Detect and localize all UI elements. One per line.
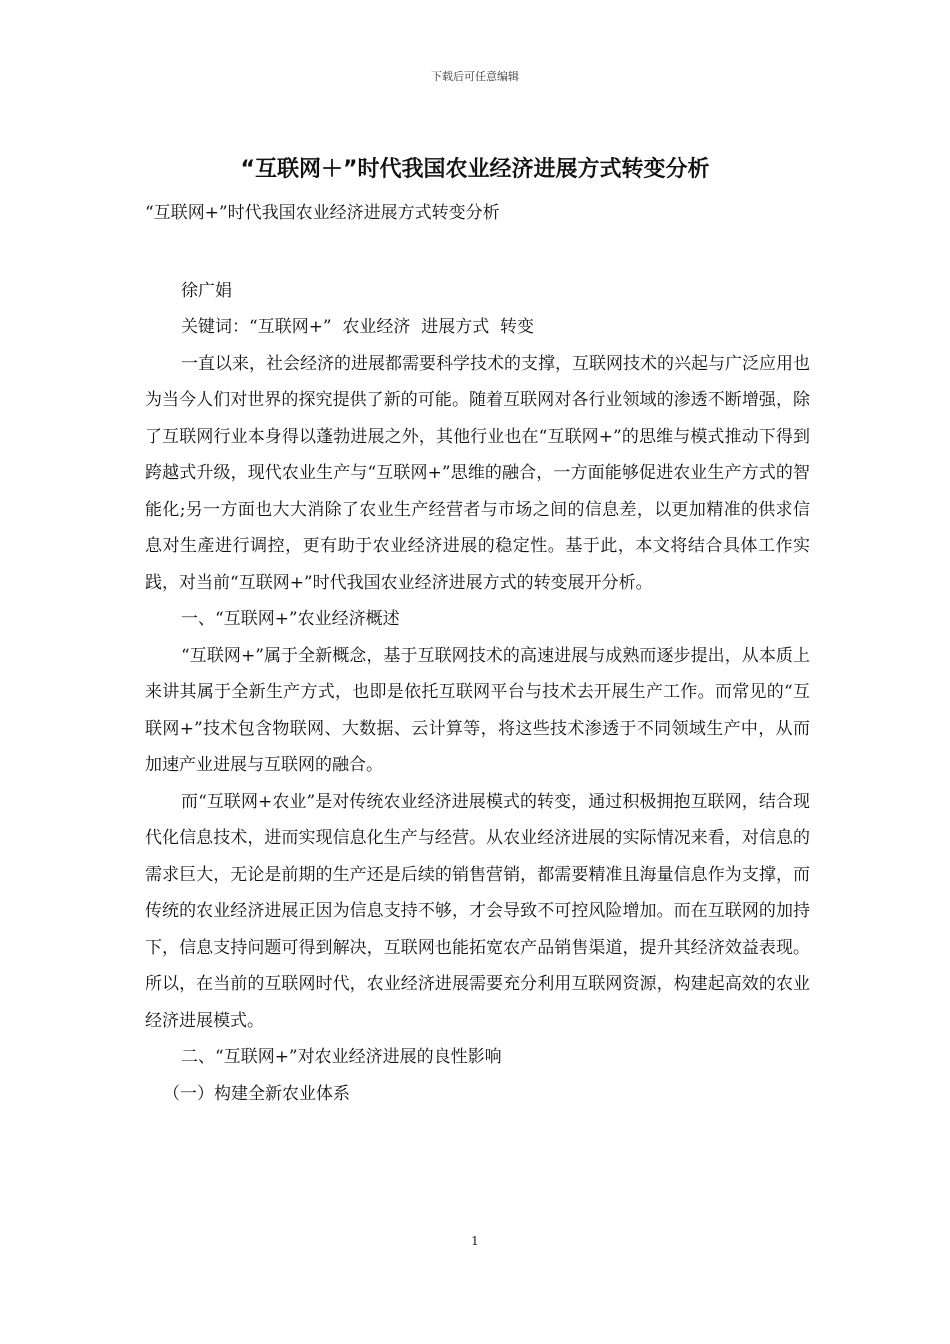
header-note: 下载后可任意编辑 — [431, 70, 519, 83]
document-body — [145, 195, 810, 1112]
document-title: “互联网＋”时代我国农业经济进展方式转变分析 — [240, 157, 710, 182]
document-subtitle: “互联网+”时代我国农业经济进展方式转变分析 — [145, 203, 500, 223]
section-1-paragraph-1: “互联网+”属于全新概念，基于互联网技术的高速进展与成熟而逐步提出，从本质上来讲其属于全新生产方式，也即是依托互联网平台与技术去开展生产工作。而常见的“互联网+”技术包含物联网、大数据、云计算等，将这些技术渗透于不同领域生产中，从而加速产业进展与互联网的融合。 — [145, 645, 810, 775]
section-1-heading: 一、“互联网+”农业经济概述 — [181, 609, 400, 629]
page-number: 1 — [471, 1234, 479, 1248]
blank-line — [145, 232, 810, 273]
section-1-paragraph-2: 而“互联网+农业”是对传统农业经济进展模式的转变，通过积极拥抱互联网，结合现代化信息技术，进而实现信息化生产与经营。从农业经济进展的实际情况来看，对信息的需求巨大，无论是前期的生产还是后续的销售营销，都需要精准且海量信息作为支撑，而传统的农业经济进展正因为信息支持不够，才会导致不可控风险增加。而在互联网的加持下，信息支持问题可得到解决，互联网也能拓宽农产品销售渠道，提升其经济效益表现。所以，在当前的互联网时代，农业经济进展需要充分利用互联网资源，构建起高效的农业经济进展模式。 — [145, 791, 810, 1031]
subsection-1-heading: （一）构建全新农业体系 — [163, 1083, 350, 1104]
keywords-line: 关键词：“互联网+” 农业经济 进展方式 转变 — [181, 317, 535, 337]
intro-paragraph: 一直以来，社会经济的进展都需要科学技术的支撑，互联网技术的兴起与广泛应用也为当今人们对世界的探究提供了新的可能。随着互联网对各行业领域的渗透不断增强，除了互联网行业本身得以蓬勃进展之外，其他行业也在“互联网+”的思维与模式推动下得到跨越式升级，现代农业生产与“互联网+”思维的融合，一方面能够促进农业生产方式的智能化;另一方面也大大消除了农业生产经营者与市场之间的信息差，以更加精准的供求信息对生產进行调控，更有助于农业经济进展的稳定性。基于此，本文将结合具体工作实践，对当前“互联网+”时代我国农业经济进展方式的转变展开分析。 — [145, 353, 810, 593]
author-name: 徐广娟 — [181, 280, 232, 301]
section-2-heading: 二、“互联网+”对农业经济进展的良性影响 — [181, 1047, 502, 1067]
